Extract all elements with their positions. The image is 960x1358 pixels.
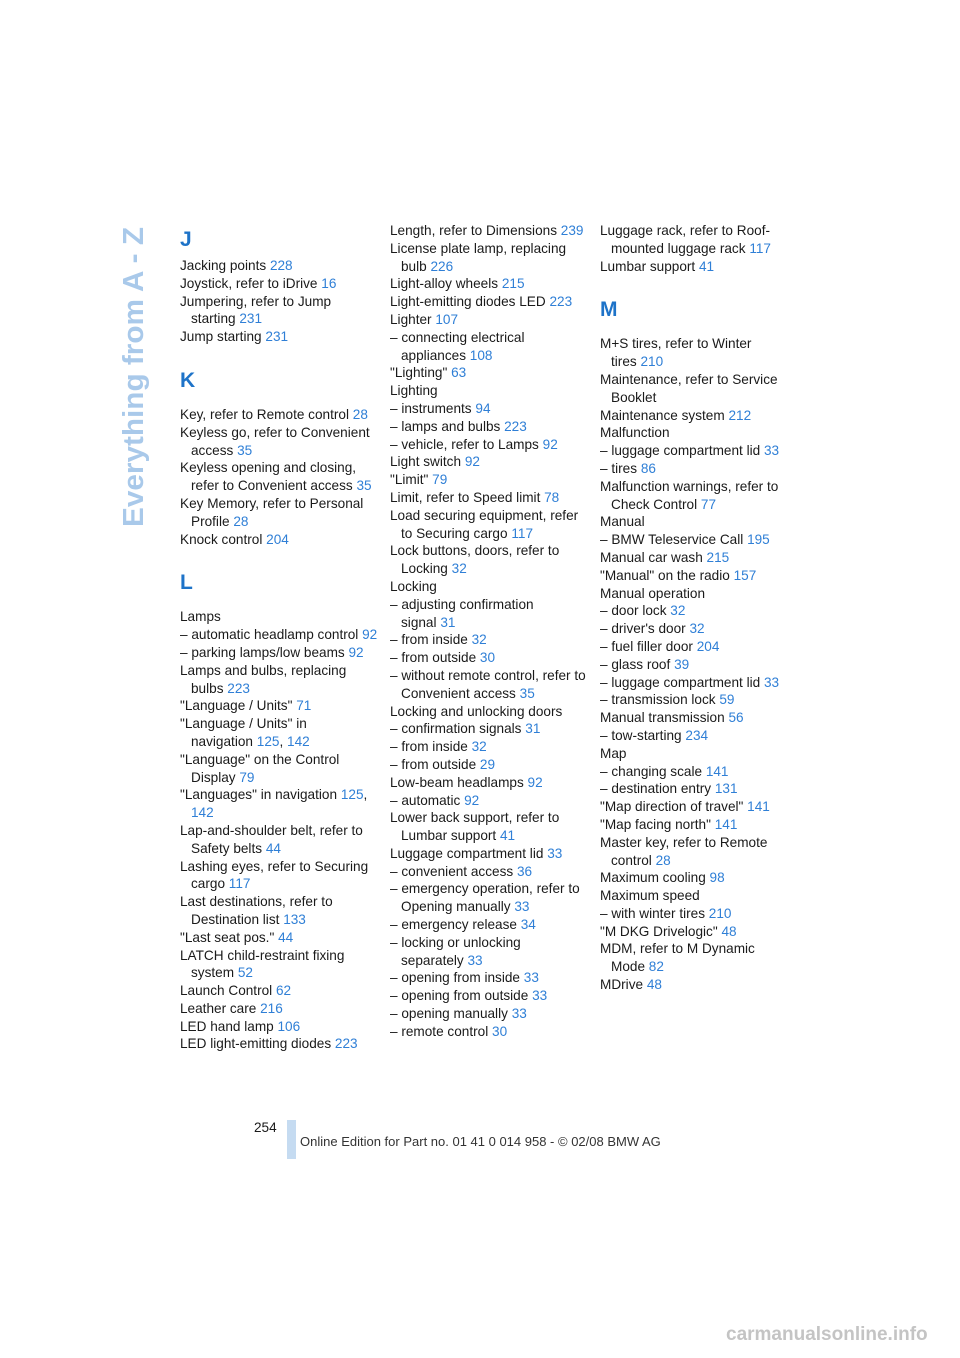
index-entry-text: – remote control xyxy=(390,1023,489,1039)
index-entry xyxy=(180,644,380,662)
index-entry xyxy=(180,608,380,626)
index-entry-text: – parking lamps/low beams xyxy=(180,644,345,660)
page-number: 254 xyxy=(254,1120,277,1135)
index-entry xyxy=(600,674,800,692)
index-entry xyxy=(390,578,590,596)
index-entry xyxy=(180,751,380,787)
index-entry xyxy=(600,407,800,425)
index-entry-text: Jump starting xyxy=(180,329,262,345)
index-entry xyxy=(390,240,590,276)
index-entry-text: – changing scale xyxy=(600,763,703,779)
index-entry-text: LATCH child-restraint fixing system xyxy=(180,947,349,981)
index-entry-text: – convenient access xyxy=(390,863,514,879)
index-entry-text: – automatic xyxy=(390,792,461,808)
index-entry xyxy=(600,940,800,976)
page-ref-link[interactable]: 125 xyxy=(256,733,280,749)
index-entry-text: "Map direction of travel" xyxy=(600,799,744,815)
side-title xyxy=(110,222,150,532)
index-entry xyxy=(390,364,590,382)
page-ref-link[interactable]: 141 xyxy=(714,816,738,832)
index-entry-text: Locking xyxy=(390,578,437,594)
index-entry xyxy=(600,887,800,905)
page-ref-link[interactable]: 32 xyxy=(670,603,686,619)
index-entry-text: "Manual" on the radio xyxy=(600,567,730,583)
index-entry-text: Knock control xyxy=(180,531,263,547)
page-ref-link[interactable]: 223 xyxy=(549,294,573,310)
index-entry xyxy=(390,756,590,774)
index-entry xyxy=(390,382,590,400)
page-ref-link[interactable]: 216 xyxy=(260,1000,283,1016)
index-entry xyxy=(600,816,800,834)
page-ref-link[interactable]: 63 xyxy=(451,365,467,381)
index-entry-text: – tires xyxy=(600,460,638,476)
footer-bar xyxy=(287,1120,296,1159)
index-entry-text: – opening manually xyxy=(390,1006,508,1022)
index-entry-text: Luggage compartment lid xyxy=(390,845,544,861)
page-ref-link[interactable]: 79 xyxy=(432,472,448,488)
index-entry xyxy=(390,667,590,703)
index-entry-text: – without remote control, refer to Convenient access xyxy=(390,667,590,701)
index-entry xyxy=(180,406,380,424)
page-ref-link[interactable]: 33 xyxy=(763,443,780,459)
index-entry-text: Load securing equipment, refer to Securing cargo xyxy=(390,507,582,541)
page-ref-link[interactable]: 92 xyxy=(527,774,543,790)
index-entry xyxy=(600,780,800,798)
index-entry xyxy=(390,631,590,649)
index-entry-text: Jumpering, refer to Jump starting xyxy=(180,293,335,327)
index-entry-text: Key Memory, refer to Personal Profile xyxy=(180,495,368,529)
index-entry-text: – vehicle, refer to Lamps xyxy=(390,436,539,452)
index-entry xyxy=(600,656,800,674)
index-entry-text: M+S tires, refer to Winter tires xyxy=(600,336,756,370)
index-entry-text: MDrive xyxy=(600,977,644,993)
page-ref-link[interactable]: 228 xyxy=(269,258,293,273)
index-entry-text: Maintenance, refer to Service Booklet xyxy=(600,371,782,405)
index-entry-text: – door lock xyxy=(600,603,667,619)
page-ref-link[interactable]: 44 xyxy=(278,929,294,945)
index-entry-text: Light switch xyxy=(390,454,462,470)
index-entry-text: Lighting xyxy=(390,383,438,399)
index-entry xyxy=(600,371,800,407)
page-ref-link[interactable]: 142 xyxy=(191,805,214,821)
page-ref-link[interactable]: 117 xyxy=(511,525,533,541)
index-entry-text: "Language / Units" in navigation xyxy=(180,716,311,749)
index-entry xyxy=(600,691,800,709)
page-ref-link[interactable]: 125 xyxy=(340,787,364,803)
index-column-2 xyxy=(390,222,590,1041)
index-entry xyxy=(600,513,800,531)
index-entry xyxy=(180,697,380,715)
index-entry-text: Leather care xyxy=(180,1000,257,1016)
index-entry-text: – glass roof xyxy=(600,656,671,672)
index-entry-text: "M DKG Drivelogic" xyxy=(600,923,718,939)
index-entry xyxy=(390,987,590,1005)
index-entry-text: Launch Control xyxy=(180,983,273,999)
index-column-3 xyxy=(600,222,800,994)
index-entry-text: – from outside xyxy=(390,650,477,666)
page-ref-link[interactable]: 210 xyxy=(708,905,732,921)
index-entry-text: Length, refer to Dimensions xyxy=(390,223,557,238)
index-entry xyxy=(180,424,380,460)
index-entry xyxy=(390,809,590,845)
page-ref-link[interactable]: 86 xyxy=(640,460,656,476)
index-entry xyxy=(180,893,380,929)
page-ref-link[interactable]: 30 xyxy=(492,1023,508,1039)
section-letter: J xyxy=(180,228,192,251)
index-entry xyxy=(390,293,590,311)
index-entry xyxy=(600,424,800,442)
index-entry xyxy=(180,275,380,293)
page-ref-link[interactable]: 223 xyxy=(227,680,250,696)
page-ref-link[interactable]: 39 xyxy=(674,656,690,672)
page-ref-link[interactable]: 30 xyxy=(479,650,496,666)
section-letter: L xyxy=(180,571,193,595)
page-ref-link[interactable]: 117 xyxy=(749,240,771,256)
page-ref-link[interactable]: 31 xyxy=(525,721,541,737)
index-entry xyxy=(180,947,380,983)
index-entry xyxy=(390,703,590,721)
index-entry-text: Manual xyxy=(600,514,645,530)
page-ref-link[interactable]: 48 xyxy=(646,977,662,993)
index-column-1 xyxy=(180,222,380,1053)
index-entry xyxy=(600,531,800,549)
index-entry xyxy=(390,418,590,436)
side-title-graphic xyxy=(110,222,150,532)
page-ref-link[interactable]: 32 xyxy=(451,561,467,577)
index-entry-text: Lumbar support xyxy=(600,258,696,274)
index-entry-text: Lamps xyxy=(180,609,221,625)
index-entry xyxy=(390,400,590,418)
index-entry-text: – automatic headlamp control xyxy=(180,627,359,643)
index-entry-text: Maximum speed xyxy=(600,888,700,904)
index-entry xyxy=(180,1018,380,1036)
page-ref-link[interactable]: 117 xyxy=(228,876,251,892)
page-ref-link[interactable]: 210 xyxy=(640,354,664,370)
page-ref-link[interactable]: 33 xyxy=(532,988,548,1004)
index-entry-text: "Language / Units" xyxy=(180,698,293,714)
index-entry xyxy=(390,649,590,667)
index-entry-text: Lashing eyes, refer to Securing cargo xyxy=(180,858,372,892)
index-entry xyxy=(600,567,800,585)
page-ref-link[interactable]: 28 xyxy=(233,513,249,529)
page-ref-link[interactable]: 239 xyxy=(560,223,584,238)
page-ref-link[interactable]: 33 xyxy=(514,899,530,915)
index-entry xyxy=(600,727,800,745)
page-ref-link[interactable]: 32 xyxy=(471,739,487,755)
index-entry-text: LED hand lamp xyxy=(180,1018,274,1034)
index-entry-text: – from outside xyxy=(390,756,477,772)
index-entry xyxy=(180,982,380,1000)
page-ref-link[interactable]: 231 xyxy=(265,329,289,345)
page-ref-link[interactable]: 32 xyxy=(689,621,705,637)
index-entry-text: Map xyxy=(600,745,627,761)
index-entry xyxy=(600,869,800,887)
page-ref-link[interactable]: 204 xyxy=(696,638,720,654)
page-ref-link[interactable]: 212 xyxy=(728,407,752,423)
index-entry-text: Lock buttons, doors, refer to Locking xyxy=(390,543,564,577)
index-entry xyxy=(390,222,590,240)
page-ref-link[interactable]: 223 xyxy=(334,1036,358,1052)
page-ref-link[interactable]: 82 xyxy=(648,959,664,975)
index-entry xyxy=(390,453,590,471)
page-ref-separator: , xyxy=(279,733,288,749)
page-ref-link[interactable]: 77 xyxy=(700,496,717,512)
index-entry xyxy=(180,822,380,858)
index-entry xyxy=(390,934,590,970)
index-entry-text: Maximum cooling xyxy=(600,870,706,886)
index-entry xyxy=(600,745,800,763)
page-ref-link[interactable]: 71 xyxy=(296,698,312,714)
page-ref-link[interactable]: 34 xyxy=(520,917,536,933)
page-ref-link[interactable]: 106 xyxy=(277,1018,301,1034)
index-entry-text: – confirmation signals xyxy=(390,721,522,737)
page-ref-link[interactable]: 33 xyxy=(547,845,563,861)
footer-text: Online Edition for Part no. 01 41 0 014 958 - © 02/08 BMW AG xyxy=(300,1134,661,1149)
index-entry-text: Locking and unlocking doors xyxy=(390,703,563,719)
index-entry xyxy=(180,929,380,947)
index-entry-text: – from inside xyxy=(390,739,468,755)
index-entry-text: Lamps and bulbs, replacing bulbs xyxy=(180,662,351,696)
index-entry xyxy=(600,709,800,727)
page-ref-link[interactable]: 141 xyxy=(747,799,770,815)
page-ref-link[interactable]: 33 xyxy=(467,952,483,968)
page-ref-link[interactable]: 94 xyxy=(475,400,491,416)
index-entry xyxy=(600,460,800,478)
index-entry-text: Lower back support, refer to Lumbar support xyxy=(390,810,564,844)
page-ref-link[interactable]: 35 xyxy=(237,442,253,458)
index-entry-text: – from inside xyxy=(390,632,468,648)
page-ref-link[interactable]: 107 xyxy=(435,311,459,327)
page-ref-link[interactable]: 231 xyxy=(239,311,263,327)
page-ref-link[interactable]: 92 xyxy=(464,792,480,808)
index-entry-text: Last destinations, refer to Destination list xyxy=(180,894,337,927)
page-ref-link[interactable]: 32 xyxy=(471,632,487,648)
index-entry xyxy=(600,478,800,514)
index-entry xyxy=(180,293,380,329)
index-entry-text: – transmission lock xyxy=(600,692,716,708)
page-ref-link[interactable]: 108 xyxy=(469,347,493,363)
index-entry xyxy=(600,905,800,923)
page-ref-link[interactable]: 78 xyxy=(544,489,560,505)
page-ref-link[interactable]: 157 xyxy=(733,567,757,583)
page-ref-link[interactable]: 62 xyxy=(275,983,292,999)
index-entry-text: "Lighting" xyxy=(390,365,448,381)
index-entry-text: Luggage rack, refer to Roof-mounted luggage rack xyxy=(600,223,771,256)
page-ref-link[interactable]: 28 xyxy=(352,406,368,422)
index-entry-text: Master key, refer to Remote control xyxy=(600,834,772,868)
index-entry-text: – driver's door xyxy=(600,621,686,637)
index-entry-text: – fuel filler door xyxy=(600,638,693,654)
index-entry-text: "Limit" xyxy=(390,472,429,488)
index-entry xyxy=(600,620,800,638)
page-ref-link[interactable]: 41 xyxy=(500,828,516,844)
page-ref-link[interactable]: 35 xyxy=(519,685,535,701)
page-ref-link[interactable]: 41 xyxy=(699,258,715,274)
page-ref-link[interactable]: 33 xyxy=(511,1006,527,1022)
index-entry-text: "Map facing north" xyxy=(600,816,711,832)
page-ref-link[interactable]: 234 xyxy=(685,727,709,743)
index-entry-text: Maintenance system xyxy=(600,407,725,423)
index-entry-text: Lighter xyxy=(390,311,432,327)
page-ref-link[interactable]: 195 xyxy=(747,532,770,548)
page-ref-separator: , xyxy=(363,787,368,803)
index-entry xyxy=(600,763,800,781)
page-ref-link[interactable]: 44 xyxy=(265,840,281,856)
index-entry xyxy=(390,311,590,329)
index-entry xyxy=(390,329,590,365)
index-entry xyxy=(600,335,800,371)
index-entry-text: – opening from inside xyxy=(390,970,520,986)
index-entry xyxy=(180,662,380,698)
index-entry xyxy=(600,585,800,603)
page-ref-link[interactable]: 98 xyxy=(709,870,725,886)
page-ref-link[interactable]: 79 xyxy=(239,769,255,785)
index-entry-text: – connecting electrical appliances xyxy=(390,329,529,363)
page-ref-link[interactable]: 215 xyxy=(706,549,730,565)
page-ref-link[interactable]: 48 xyxy=(721,923,737,939)
index-entry xyxy=(390,916,590,934)
index-entry-text: Lap-and-shoulder belt, refer to Safety belts xyxy=(180,822,367,856)
index-entry-text: Malfunction warnings, refer to Check Control xyxy=(600,478,783,512)
index-entry xyxy=(180,786,380,822)
index-entry-text: "Languages" in navigation xyxy=(180,787,338,803)
page-ref-link[interactable]: 141 xyxy=(705,763,729,779)
page-ref-link[interactable]: 28 xyxy=(655,852,671,868)
page-ref-link[interactable]: 92 xyxy=(362,627,378,643)
index-entry-text: Light-emitting diodes LED xyxy=(390,294,546,310)
index-entry-text: Light-alloy wheels xyxy=(390,276,499,292)
index-entry xyxy=(600,442,800,460)
index-entry-text: "Language" on the Control Display xyxy=(180,751,344,785)
index-entry xyxy=(390,880,590,916)
page-ref-link[interactable]: 31 xyxy=(440,614,456,630)
index-entry-text: Limit, refer to Speed limit xyxy=(390,489,541,505)
index-entry xyxy=(390,542,590,578)
index-entry xyxy=(600,549,800,567)
section-letter: M xyxy=(600,298,618,322)
index-entry xyxy=(180,531,380,549)
index-entry xyxy=(180,328,380,346)
index-entry-text: – instruments xyxy=(390,400,472,416)
index-entry-text: – emergency operation, refer to Opening manually xyxy=(390,881,584,915)
index-entry xyxy=(600,798,800,816)
index-entry-text: License plate lamp, replacing bulb xyxy=(390,240,570,274)
index-entry xyxy=(180,715,380,751)
index-entry-text: – luggage compartment lid xyxy=(600,674,761,690)
index-entry-text: Jacking points xyxy=(180,258,267,273)
page-ref-link[interactable]: 35 xyxy=(356,478,372,494)
index-entry xyxy=(390,1005,590,1023)
index-entry-text: Malfunction xyxy=(600,425,670,441)
page-ref-link[interactable]: 92 xyxy=(464,454,480,470)
index-entry xyxy=(390,471,590,489)
index-entry-text: Low-beam headlamps xyxy=(390,774,524,790)
index-entry xyxy=(600,258,800,276)
index-entry-text: – with winter tires xyxy=(600,905,706,921)
page-ref-link[interactable]: 92 xyxy=(542,436,558,452)
index-entry xyxy=(600,923,800,941)
index-entry-text: – luggage compartment lid xyxy=(600,443,761,459)
page-ref-link[interactable]: 52 xyxy=(237,965,253,981)
page-ref-link[interactable]: 204 xyxy=(266,531,289,547)
index-entry-text: Key, refer to Remote control xyxy=(180,406,349,422)
page-ref-link[interactable]: 215 xyxy=(501,276,525,292)
index-entry xyxy=(600,638,800,656)
index-entry-text: – adjusting confirmation signal xyxy=(390,596,538,630)
index-entry-text: – destination entry xyxy=(600,781,712,797)
index-entry-text: Joystick, refer to iDrive xyxy=(180,275,318,291)
index-entry xyxy=(600,834,800,870)
index-entry-text: LED light-emitting diodes xyxy=(180,1036,332,1052)
index-entry xyxy=(180,1035,380,1053)
index-entry-text: – opening from outside xyxy=(390,988,529,1004)
index-entry xyxy=(390,275,590,293)
index-entry xyxy=(180,495,380,531)
index-entry xyxy=(180,626,380,644)
index-entry xyxy=(600,602,800,620)
page-ref-link[interactable]: 56 xyxy=(728,710,744,726)
page-ref-link[interactable]: 33 xyxy=(523,970,539,986)
index-entry xyxy=(390,1023,590,1041)
index-entry-text: – emergency release xyxy=(390,917,517,933)
index-entry xyxy=(180,257,380,275)
index-entry xyxy=(390,792,590,810)
index-entry xyxy=(390,489,590,507)
page-ref-link[interactable]: 59 xyxy=(719,692,735,708)
index-entry xyxy=(390,436,590,454)
index-entry xyxy=(600,976,800,994)
index-entry-text: – lamps and bulbs xyxy=(390,418,501,434)
index-entry-text: Manual operation xyxy=(600,585,706,601)
page-ref-link[interactable]: 16 xyxy=(321,275,337,291)
page-ref-link[interactable]: 142 xyxy=(287,733,310,749)
index-entry xyxy=(180,858,380,894)
index-entry xyxy=(180,1000,380,1018)
index-entry-text: "Last seat pos." xyxy=(180,929,275,945)
side-title-text: Everything from A - Z xyxy=(118,234,150,527)
page-ref-link[interactable]: 133 xyxy=(283,911,306,927)
page-ref-link[interactable]: 29 xyxy=(479,756,496,772)
index-entry xyxy=(180,459,380,495)
index-entry-text: – tow-starting xyxy=(600,727,682,743)
page-ref-link[interactable]: 92 xyxy=(348,644,364,660)
page-ref-link[interactable]: 226 xyxy=(430,258,454,274)
index-entry-text: – locking or unlocking separately xyxy=(390,934,525,968)
index-entry xyxy=(390,969,590,987)
index-entry-text: – BMW Teleservice Call xyxy=(600,532,744,548)
index-entry-text: MDM, refer to M Dynamic Mode xyxy=(600,941,759,975)
section-letter: K xyxy=(180,368,196,392)
index-entry xyxy=(600,222,800,258)
index-entry-text: Keyless go, refer to Convenient access xyxy=(180,424,374,458)
index-entry-text: Manual car wash xyxy=(600,549,703,565)
page-ref-link[interactable]: 33 xyxy=(763,674,780,690)
index-entry-text: Manual transmission xyxy=(600,710,725,726)
watermark: carmanualsonline.info xyxy=(726,1324,928,1345)
page-ref-link[interactable]: 131 xyxy=(714,781,738,797)
index-entry xyxy=(390,863,590,881)
index-entry xyxy=(390,738,590,756)
index-entry xyxy=(390,720,590,738)
index-entry-text: Keyless opening and closing, refer to Convenient access xyxy=(180,460,360,494)
index-entry xyxy=(390,507,590,543)
index-entry xyxy=(390,596,590,632)
index-entry xyxy=(390,774,590,792)
page-ref-link[interactable]: 36 xyxy=(516,863,533,879)
page-ref-link[interactable]: 223 xyxy=(504,418,527,434)
index-entry xyxy=(390,845,590,863)
